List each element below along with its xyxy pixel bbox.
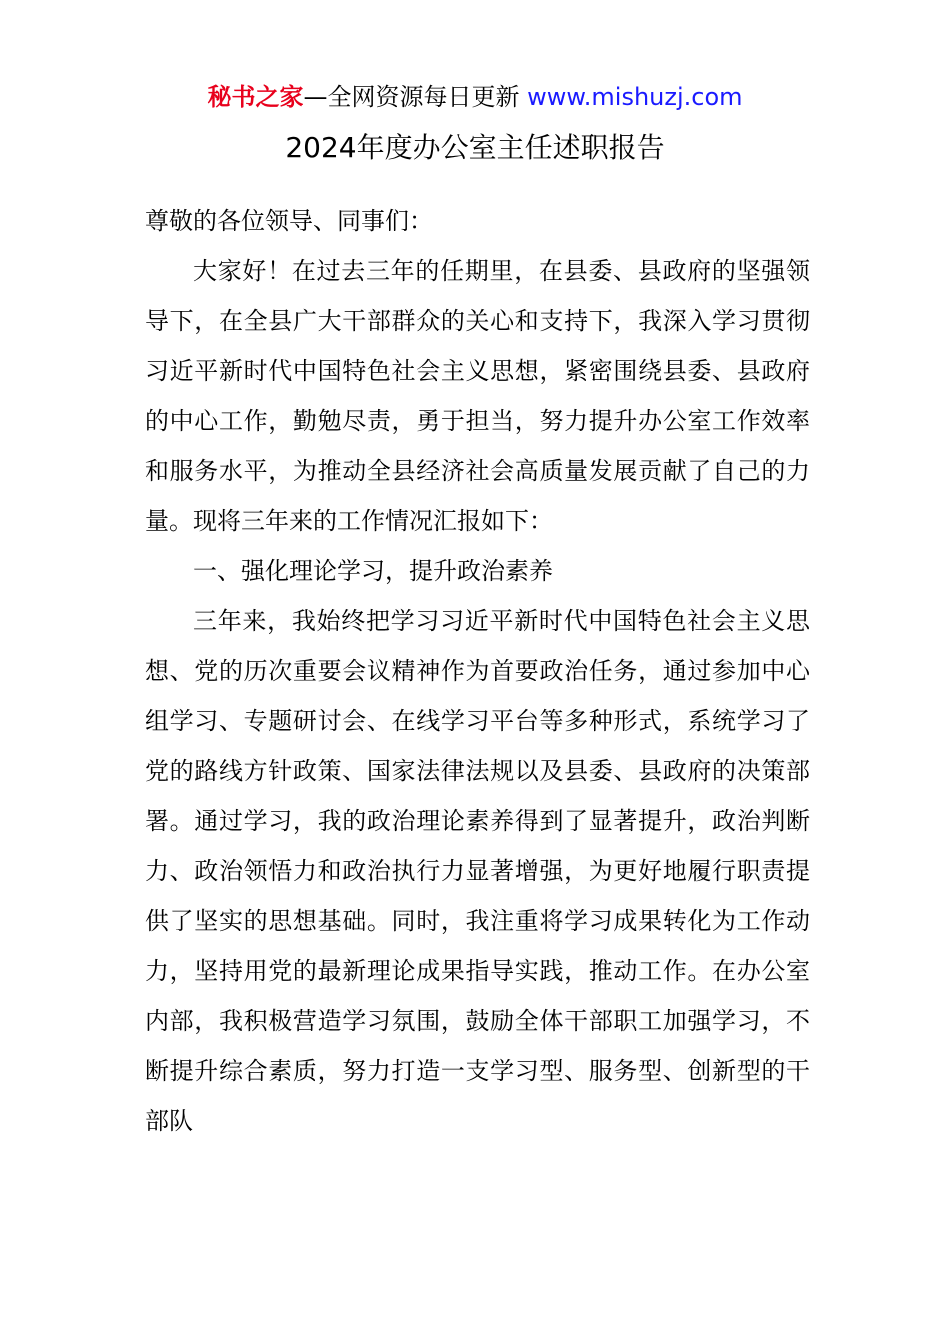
salutation: 尊敬的各位领导、同事们：	[145, 207, 433, 235]
paragraph-intro: 大家好！在过去三年的任期里，在县委、县政府的坚强领导下，在全县广大干部群众的关心和支持下，我深入学习贯彻习近平新时代中国特色社会主义思想，紧密围绕县委、县政府的中心工作，勤勉尽责，勇于担当，努力提升办公室工作效率和服务水平，为推动全县经济社会高质量发展贡献了自己的力量。现将三年来的工作情况汇报如下：	[145, 257, 810, 535]
site-brand: 秘书之家	[207, 83, 304, 111]
site-tagline: —全网资源每日更新	[303, 83, 528, 111]
paragraph-section-1: 三年来，我始终把学习习近平新时代中国特色社会主义思想、党的历次重要会议精神作为首要政治任务，通过参加中心组学习、专题研讨会、在线学习平台等多种形式，系统学习了党的路线方针政策、国家法律法规以及县委、县政府的决策部署。通过学习，我的政治理论素养得到了显著提升，政治判断力、政治领悟力和政治执行力显著增强，为更好地履行职责提供了坚实的思想基础。同时，我注重将学习成果转化为工作动力，坚持用党的最新理论成果指导实践，推动工作。在办公室内部，我积极营造学习氛围，鼓励全体干部职工加强学习，不断提升综合素质，努力打造一支学习型、服务型、创新型的干部队	[145, 607, 810, 1135]
site-url-link[interactable]: www.mishuzj.com	[527, 83, 743, 111]
site-header	[0, 80, 950, 114]
section-heading-1: 一、强化理论学习，提升政治素养	[193, 557, 553, 585]
document-body	[145, 196, 810, 1146]
document-title: 2024年度办公室主任述职报告	[285, 131, 665, 164]
